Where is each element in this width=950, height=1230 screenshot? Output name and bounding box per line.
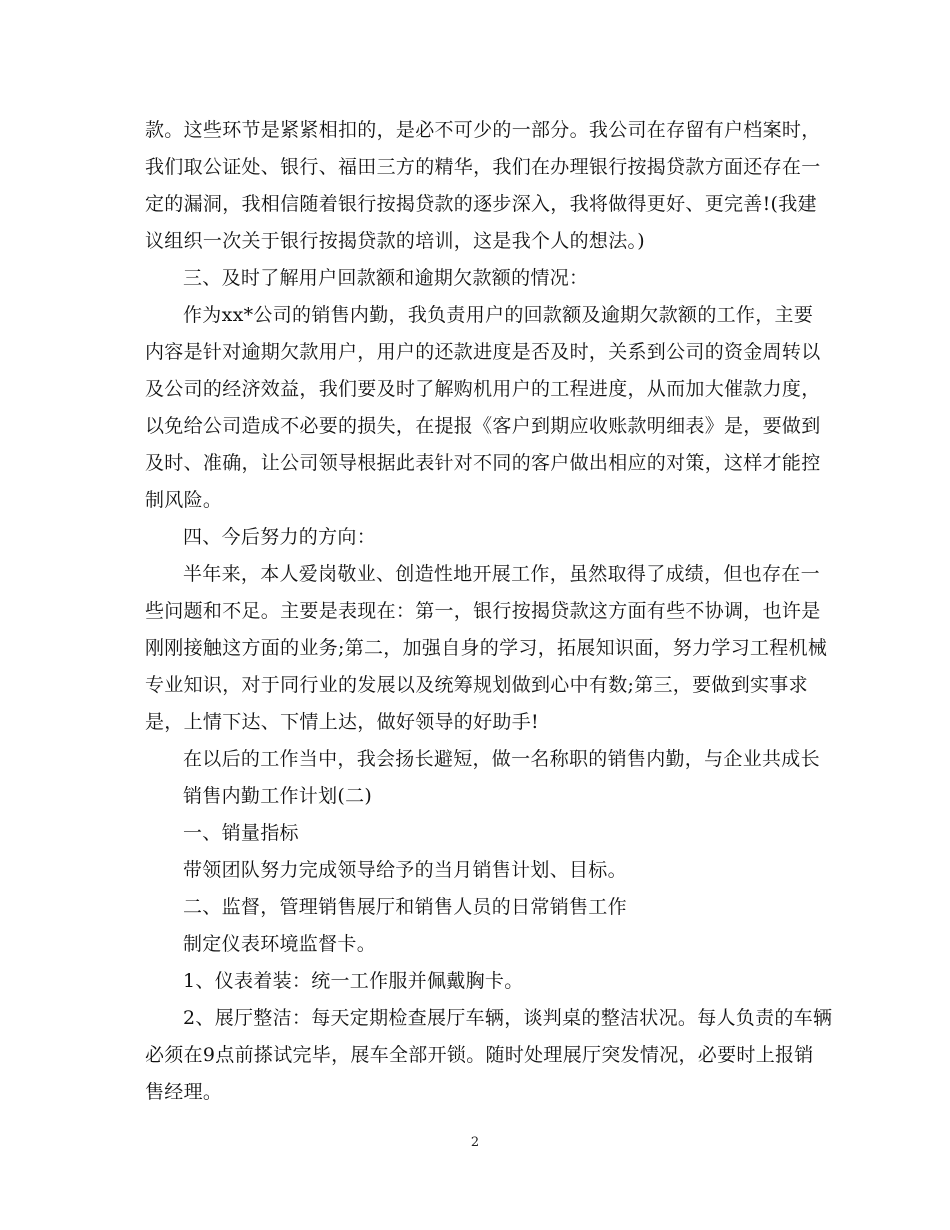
text-line: 作为xx*公司的销售内勤，我负责用户的回款额及逾期欠款额的工作，主要: [183, 304, 814, 326]
text-line: 些问题和不足。主要是表现在：第一，银行按揭贷款这方面有些不协调，也许是: [145, 600, 821, 622]
text-line: 一、销量指标: [183, 822, 299, 844]
text-line: 半年来，本人爱岗敬业、创造性地开展工作，虽然取得了成绩，但也存在一: [183, 563, 820, 585]
text-line: 及公司的经济效益，我们要及时了解购机用户的工程进度，从而加大催款力度，: [145, 378, 821, 400]
text-line: 定的漏洞，我相信随着银行按揭贷款的逐步深入，我将做得更好、更完善!(我建: [145, 193, 817, 215]
text-line: 制风险。: [145, 489, 223, 511]
text-line: 议组织一次关于银行按揭贷款的培训，这是我个人的想法。): [145, 230, 646, 252]
text-line: 2、展厅整洁：每天定期检查展厅车辆，谈判桌的整洁状况。每人负责的车辆: [183, 1007, 833, 1029]
text-line: 在以后的工作当中，我会扬长避短，做一名称职的销售内勤，与企业共成长: [183, 748, 820, 770]
text-line: 售经理。: [145, 1081, 223, 1103]
text-line: 带领团队努力完成领导给予的当月销售计划、目标。: [183, 859, 627, 881]
page-number: 2: [470, 1135, 480, 1150]
text-line: 必须在9点前搽试完毕，展车全部开锁。随时处理展厅突发情况，必要时上报销: [145, 1044, 814, 1066]
text-line: 以免给公司造成不必要的损失，在提报《客户到期应收账款明细表》是，要做到: [145, 415, 821, 437]
text-line: 销售内勤工作计划(二): [183, 785, 373, 807]
text-line: 二、监督，管理销售展厅和销售人员的日常销售工作: [183, 896, 627, 918]
text-line: 专业知识，对于同行业的发展以及统筹规划做到心中有数;第三，要做到实事求: [145, 674, 808, 696]
text-line: 1、仪表着装：统一工作服并佩戴胸卡。: [183, 970, 524, 992]
text-line: 我们取公证处、银行、福田三方的精华，我们在办理银行按揭贷款方面还存在一: [145, 156, 821, 178]
text-line: 款。这些环节是紧紧相扣的，是必不可少的一部分。我公司在存留有户档案时，: [145, 119, 821, 141]
text-line: 及时、准确，让公司领导根据此表针对不同的客户做出相应的对策，这样才能控: [145, 452, 821, 474]
text-line: 是，上情下达、下情上达，做好领导的好助手!: [145, 711, 539, 733]
text-line: 内容是针对逾期欠款用户，用户的还款进度是否及时，关系到公司的资金周转以: [145, 341, 821, 363]
text-line: 制定仪表环境监督卡。: [183, 933, 377, 955]
text-line: 刚刚接触这方面的业务;第二，加强自身的学习，拓展知识面，努力学习工程机械: [145, 637, 828, 659]
document-body: [145, 112, 833, 1111]
text-line: 三、及时了解用户回款额和逾期欠款额的情况：: [183, 267, 589, 289]
text-line: 四、今后努力的方向：: [183, 526, 377, 548]
